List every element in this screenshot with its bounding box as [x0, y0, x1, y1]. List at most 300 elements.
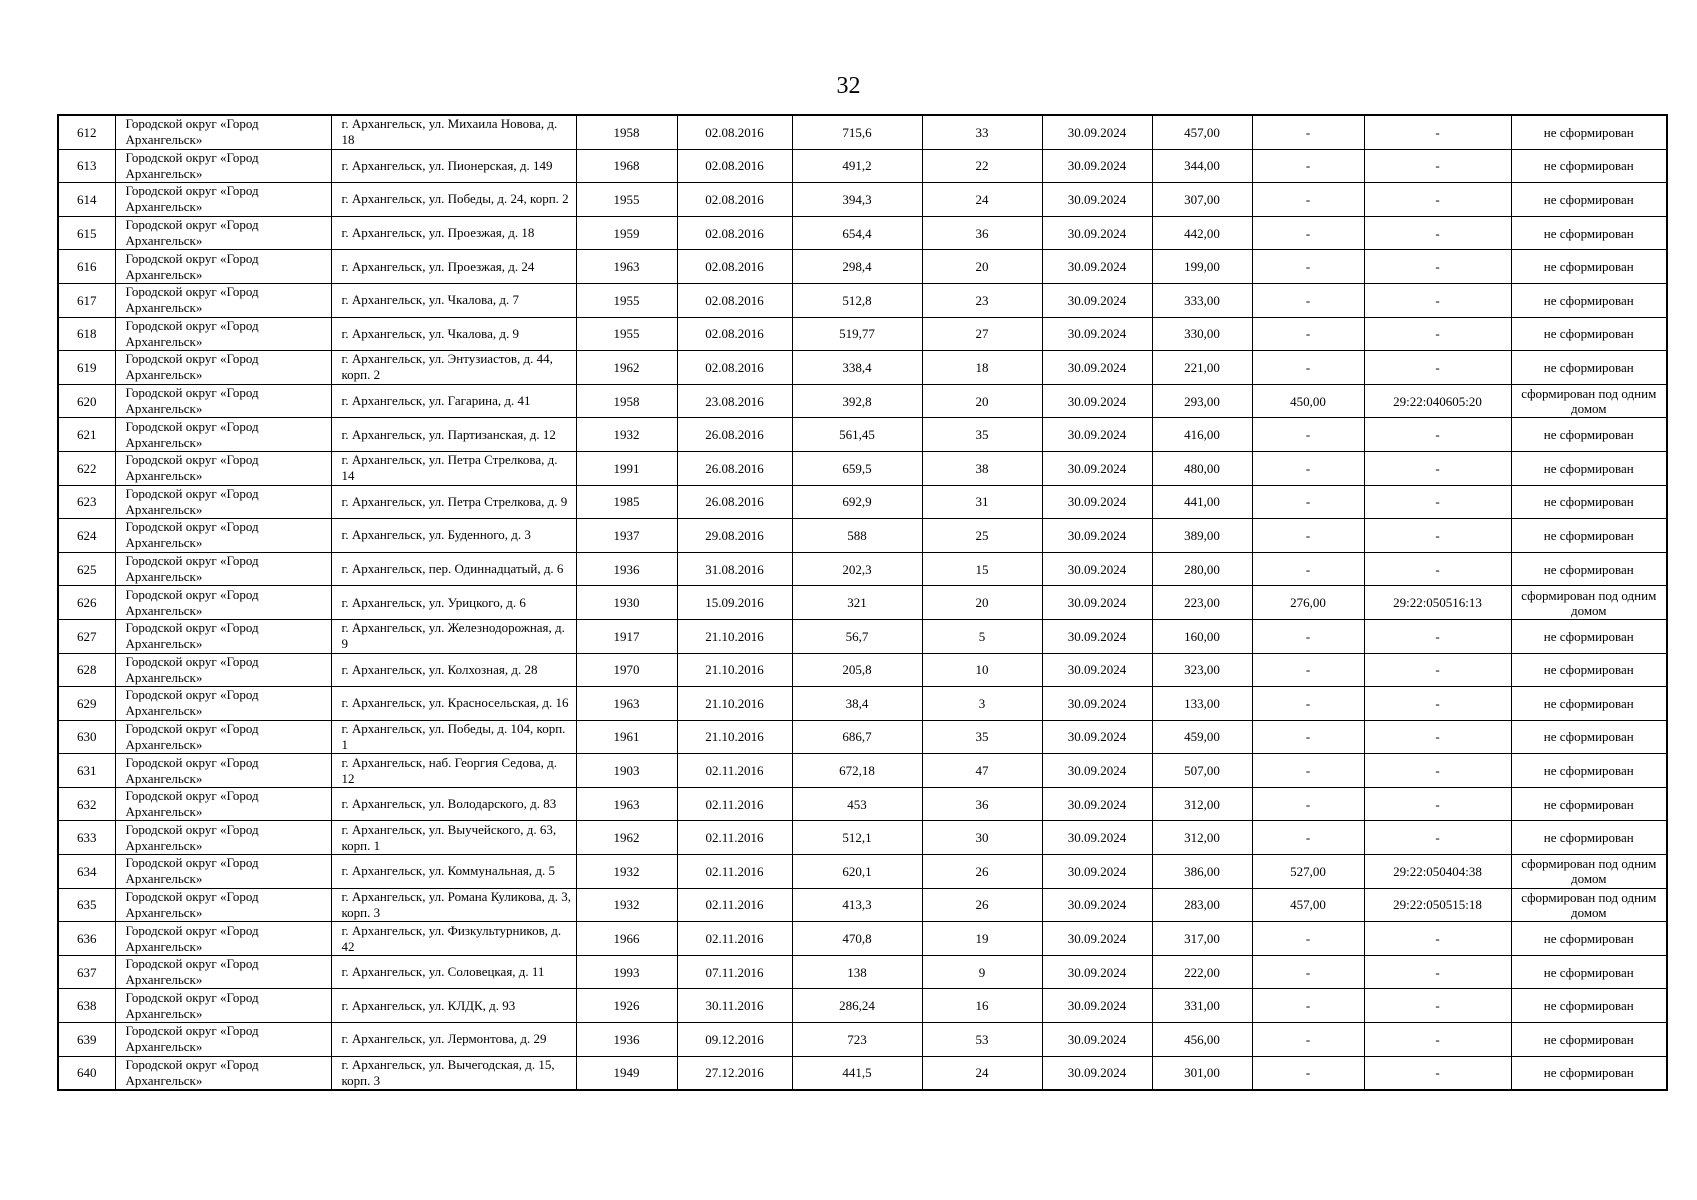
year-built-cell: 1963 — [576, 687, 677, 721]
cadastral-number-cell: - — [1364, 687, 1511, 721]
area-cell: 512,1 — [792, 821, 922, 855]
formed-land-area-cell: - — [1252, 250, 1364, 284]
row-number-cell: 629 — [58, 687, 115, 721]
area-cell: 588 — [792, 519, 922, 553]
year-built-cell: 1949 — [576, 1056, 677, 1090]
deadline-cell: 30.09.2024 — [1042, 1056, 1152, 1090]
deadline-cell: 30.09.2024 — [1042, 317, 1152, 351]
municipality-cell: Городской округ «Город Архангельск» — [115, 250, 331, 284]
land-status-cell: не сформирован — [1511, 552, 1667, 586]
land-area-cell: 307,00 — [1152, 183, 1252, 217]
land-status-cell: не сформирован — [1511, 687, 1667, 721]
row-number-cell: 617 — [58, 283, 115, 317]
cadastral-number-cell: - — [1364, 485, 1511, 519]
table-row — [58, 351, 1667, 385]
cadastral-number-cell: - — [1364, 552, 1511, 586]
land-status-cell: не сформирован — [1511, 317, 1667, 351]
land-area-cell: 280,00 — [1152, 552, 1252, 586]
formed-land-area-cell: - — [1252, 787, 1364, 821]
year-built-cell: 1963 — [576, 250, 677, 284]
address-cell: г. Архангельск, ул. Гагарина, д. 41 — [331, 384, 576, 418]
year-built-cell: 1917 — [576, 619, 677, 653]
land-status-cell: не сформирован — [1511, 283, 1667, 317]
recognition-date-cell: 30.11.2016 — [677, 989, 792, 1023]
year-built-cell: 1930 — [576, 586, 677, 620]
municipality-cell: Городской округ «Город Архангельск» — [115, 384, 331, 418]
row-number-cell: 624 — [58, 519, 115, 553]
formed-land-area-cell: - — [1252, 216, 1364, 250]
year-built-cell: 1993 — [576, 955, 677, 989]
land-status-cell: не сформирован — [1511, 216, 1667, 250]
municipality-cell: Городской округ «Город Архангельск» — [115, 351, 331, 385]
row-number-cell: 640 — [58, 1056, 115, 1090]
year-built-cell: 1963 — [576, 787, 677, 821]
municipality-cell: Городской округ «Город Архангельск» — [115, 519, 331, 553]
table-row — [58, 115, 1667, 149]
recognition-date-cell: 02.08.2016 — [677, 250, 792, 284]
row-number-cell: 626 — [58, 586, 115, 620]
table-row — [58, 418, 1667, 452]
address-cell: г. Архангельск, наб. Георгия Седова, д. 12 — [331, 754, 576, 788]
recognition-date-cell: 07.11.2016 — [677, 955, 792, 989]
table-row — [58, 250, 1667, 284]
land-status-cell: не сформирован — [1511, 922, 1667, 956]
table-row — [58, 888, 1667, 922]
deadline-cell: 30.09.2024 — [1042, 451, 1152, 485]
cadastral-number-cell: - — [1364, 955, 1511, 989]
deadline-cell: 30.09.2024 — [1042, 1023, 1152, 1057]
recognition-date-cell: 26.08.2016 — [677, 485, 792, 519]
recognition-date-cell: 09.12.2016 — [677, 1023, 792, 1057]
deadline-cell: 30.09.2024 — [1042, 787, 1152, 821]
area-cell: 338,4 — [792, 351, 922, 385]
table-row — [58, 283, 1667, 317]
formed-land-area-cell: - — [1252, 183, 1364, 217]
area-cell: 723 — [792, 1023, 922, 1057]
residents-cell: 18 — [922, 351, 1042, 385]
formed-land-area-cell: - — [1252, 619, 1364, 653]
row-number-cell: 618 — [58, 317, 115, 351]
year-built-cell: 1959 — [576, 216, 677, 250]
formed-land-area-cell: - — [1252, 485, 1364, 519]
table-row — [58, 183, 1667, 217]
year-built-cell: 1970 — [576, 653, 677, 687]
area-cell: 321 — [792, 586, 922, 620]
formed-land-area-cell: - — [1252, 519, 1364, 553]
residents-cell: 24 — [922, 183, 1042, 217]
municipality-cell: Городской округ «Город Архангельск» — [115, 485, 331, 519]
table-row — [58, 384, 1667, 418]
recognition-date-cell: 21.10.2016 — [677, 687, 792, 721]
recognition-date-cell: 15.09.2016 — [677, 586, 792, 620]
formed-land-area-cell: - — [1252, 418, 1364, 452]
municipality-cell: Городской округ «Город Архангельск» — [115, 888, 331, 922]
row-number-cell: 632 — [58, 787, 115, 821]
formed-land-area-cell: - — [1252, 283, 1364, 317]
recognition-date-cell: 02.08.2016 — [677, 283, 792, 317]
land-area-cell: 317,00 — [1152, 922, 1252, 956]
area-cell: 38,4 — [792, 687, 922, 721]
address-cell: г. Архангельск, ул. Коммунальная, д. 5 — [331, 855, 576, 889]
recognition-date-cell: 26.08.2016 — [677, 451, 792, 485]
formed-land-area-cell: - — [1252, 1056, 1364, 1090]
address-cell: г. Архангельск, ул. Проезжая, д. 18 — [331, 216, 576, 250]
address-cell: г. Архангельск, ул. Романа Куликова, д. 3, корп. 3 — [331, 888, 576, 922]
recognition-date-cell: 29.08.2016 — [677, 519, 792, 553]
recognition-date-cell: 02.11.2016 — [677, 855, 792, 889]
land-area-cell: 293,00 — [1152, 384, 1252, 418]
year-built-cell: 1932 — [576, 888, 677, 922]
row-number-cell: 620 — [58, 384, 115, 418]
municipality-cell: Городской округ «Город Архангельск» — [115, 653, 331, 687]
deadline-cell: 30.09.2024 — [1042, 586, 1152, 620]
land-status-cell: не сформирован — [1511, 787, 1667, 821]
deadline-cell: 30.09.2024 — [1042, 922, 1152, 956]
cadastral-number-cell: - — [1364, 149, 1511, 183]
cadastral-number-cell: 29:22:040605:20 — [1364, 384, 1511, 418]
municipality-cell: Городской округ «Город Архангельск» — [115, 1056, 331, 1090]
cadastral-number-cell: 29:22:050516:13 — [1364, 586, 1511, 620]
recognition-date-cell: 02.11.2016 — [677, 754, 792, 788]
deadline-cell: 30.09.2024 — [1042, 821, 1152, 855]
address-cell: г. Архангельск, ул. Лермонтова, д. 29 — [331, 1023, 576, 1057]
land-area-cell: 480,00 — [1152, 451, 1252, 485]
address-cell: г. Архангельск, ул. Пионерская, д. 149 — [331, 149, 576, 183]
land-area-cell: 221,00 — [1152, 351, 1252, 385]
area-cell: 512,8 — [792, 283, 922, 317]
row-number-cell: 637 — [58, 955, 115, 989]
formed-land-area-cell: 450,00 — [1252, 384, 1364, 418]
land-area-cell: 223,00 — [1152, 586, 1252, 620]
residents-cell: 53 — [922, 1023, 1042, 1057]
municipality-cell: Городской округ «Город Архангельск» — [115, 922, 331, 956]
deadline-cell: 30.09.2024 — [1042, 989, 1152, 1023]
deadline-cell: 30.09.2024 — [1042, 149, 1152, 183]
land-area-cell: 312,00 — [1152, 787, 1252, 821]
residents-cell: 19 — [922, 922, 1042, 956]
year-built-cell: 1937 — [576, 519, 677, 553]
address-cell: г. Архангельск, ул. Выучейского, д. 63, корп. 1 — [331, 821, 576, 855]
row-number-cell: 622 — [58, 451, 115, 485]
recognition-date-cell: 02.08.2016 — [677, 351, 792, 385]
area-cell: 413,3 — [792, 888, 922, 922]
page-number: 32 — [836, 73, 861, 99]
deadline-cell: 30.09.2024 — [1042, 888, 1152, 922]
address-cell: г. Архангельск, ул. Железнодорожная, д. 9 — [331, 619, 576, 653]
address-cell: г. Архангельск, ул. Чкалова, д. 7 — [331, 283, 576, 317]
address-cell: г. Архангельск, ул. Чкалова, д. 9 — [331, 317, 576, 351]
recognition-date-cell: 02.08.2016 — [677, 317, 792, 351]
land-status-cell: не сформирован — [1511, 653, 1667, 687]
land-area-cell: 442,00 — [1152, 216, 1252, 250]
area-cell: 205,8 — [792, 653, 922, 687]
residents-cell: 20 — [922, 250, 1042, 284]
area-cell: 686,7 — [792, 720, 922, 754]
table-row — [58, 552, 1667, 586]
recognition-date-cell: 21.10.2016 — [677, 619, 792, 653]
row-number-cell: 623 — [58, 485, 115, 519]
formed-land-area-cell: 276,00 — [1252, 586, 1364, 620]
area-cell: 470,8 — [792, 922, 922, 956]
area-cell: 56,7 — [792, 619, 922, 653]
deadline-cell: 30.09.2024 — [1042, 619, 1152, 653]
table-row — [58, 1056, 1667, 1090]
row-number-cell: 614 — [58, 183, 115, 217]
residents-cell: 22 — [922, 149, 1042, 183]
area-cell: 202,3 — [792, 552, 922, 586]
row-number-cell: 635 — [58, 888, 115, 922]
land-status-cell: не сформирован — [1511, 183, 1667, 217]
address-cell: г. Архангельск, ул. Соловецкая, д. 11 — [331, 955, 576, 989]
municipality-cell: Городской округ «Город Архангельск» — [115, 821, 331, 855]
residents-cell: 36 — [922, 787, 1042, 821]
land-status-cell: не сформирован — [1511, 115, 1667, 149]
land-status-cell: не сформирован — [1511, 451, 1667, 485]
land-status-cell: не сформирован — [1511, 485, 1667, 519]
cadastral-number-cell: - — [1364, 351, 1511, 385]
row-number-cell: 621 — [58, 418, 115, 452]
year-built-cell: 1962 — [576, 821, 677, 855]
formed-land-area-cell: 457,00 — [1252, 888, 1364, 922]
address-cell: г. Архангельск, ул. Буденного, д. 3 — [331, 519, 576, 553]
address-cell: г. Архангельск, ул. Вычегодская, д. 15, корп. 3 — [331, 1056, 576, 1090]
cadastral-number-cell: - — [1364, 283, 1511, 317]
land-area-cell: 133,00 — [1152, 687, 1252, 721]
cadastral-number-cell: 29:22:050404:38 — [1364, 855, 1511, 889]
table-row — [58, 955, 1667, 989]
row-number-cell: 612 — [58, 115, 115, 149]
municipality-cell: Городской округ «Город Архангельск» — [115, 619, 331, 653]
municipality-cell: Городской округ «Город Архангельск» — [115, 787, 331, 821]
residents-cell: 27 — [922, 317, 1042, 351]
cadastral-number-cell: - — [1364, 451, 1511, 485]
cadastral-number-cell: - — [1364, 1056, 1511, 1090]
table-row — [58, 687, 1667, 721]
recognition-date-cell: 02.08.2016 — [677, 183, 792, 217]
deadline-cell: 30.09.2024 — [1042, 720, 1152, 754]
area-cell: 453 — [792, 787, 922, 821]
cadastral-number-cell: - — [1364, 317, 1511, 351]
row-number-cell: 630 — [58, 720, 115, 754]
area-cell: 620,1 — [792, 855, 922, 889]
formed-land-area-cell: - — [1252, 149, 1364, 183]
deadline-cell: 30.09.2024 — [1042, 216, 1152, 250]
year-built-cell: 1968 — [576, 149, 677, 183]
formed-land-area-cell: - — [1252, 351, 1364, 385]
residents-cell: 26 — [922, 888, 1042, 922]
residents-cell: 35 — [922, 720, 1042, 754]
land-area-cell: 344,00 — [1152, 149, 1252, 183]
municipality-cell: Городской округ «Город Архангельск» — [115, 720, 331, 754]
year-built-cell: 1932 — [576, 855, 677, 889]
residents-cell: 23 — [922, 283, 1042, 317]
area-cell: 715,6 — [792, 115, 922, 149]
land-status-cell: не сформирован — [1511, 955, 1667, 989]
deadline-cell: 30.09.2024 — [1042, 384, 1152, 418]
deadline-cell: 30.09.2024 — [1042, 955, 1152, 989]
table-row — [58, 317, 1667, 351]
land-area-cell: 333,00 — [1152, 283, 1252, 317]
table-row — [58, 149, 1667, 183]
address-cell: г. Архангельск, ул. Красносельская, д. 16 — [331, 687, 576, 721]
table-body — [58, 115, 1667, 1090]
year-built-cell: 1991 — [576, 451, 677, 485]
cadastral-number-cell: - — [1364, 720, 1511, 754]
residents-cell: 5 — [922, 619, 1042, 653]
land-status-cell: не сформирован — [1511, 418, 1667, 452]
formed-land-area-cell: - — [1252, 821, 1364, 855]
municipality-cell: Городской округ «Город Архангельск» — [115, 687, 331, 721]
address-cell: г. Архангельск, ул. Физкультурников, д. 42 — [331, 922, 576, 956]
land-area-cell: 416,00 — [1152, 418, 1252, 452]
land-area-cell: 386,00 — [1152, 855, 1252, 889]
land-area-cell: 330,00 — [1152, 317, 1252, 351]
table-row — [58, 754, 1667, 788]
area-cell: 519,77 — [792, 317, 922, 351]
land-status-cell: не сформирован — [1511, 619, 1667, 653]
address-cell: г. Архангельск, ул. Петра Стрелкова, д. 9 — [331, 485, 576, 519]
recognition-date-cell: 27.12.2016 — [677, 1056, 792, 1090]
area-cell: 392,8 — [792, 384, 922, 418]
cadastral-number-cell: - — [1364, 787, 1511, 821]
residents-cell: 38 — [922, 451, 1042, 485]
row-number-cell: 628 — [58, 653, 115, 687]
land-area-cell: 323,00 — [1152, 653, 1252, 687]
municipality-cell: Городской округ «Город Архангельск» — [115, 955, 331, 989]
residents-cell: 20 — [922, 384, 1042, 418]
table-row — [58, 989, 1667, 1023]
residents-cell: 20 — [922, 586, 1042, 620]
residents-cell: 24 — [922, 1056, 1042, 1090]
municipality-cell: Городской округ «Город Архангельск» — [115, 418, 331, 452]
address-cell: г. Архангельск, ул. Колхозная, д. 28 — [331, 653, 576, 687]
land-status-cell: не сформирован — [1511, 754, 1667, 788]
deadline-cell: 30.09.2024 — [1042, 115, 1152, 149]
land-area-cell: 389,00 — [1152, 519, 1252, 553]
deadline-cell: 30.09.2024 — [1042, 183, 1152, 217]
row-number-cell: 631 — [58, 754, 115, 788]
year-built-cell: 1985 — [576, 485, 677, 519]
table-row — [58, 855, 1667, 889]
residents-cell: 31 — [922, 485, 1042, 519]
residents-cell: 15 — [922, 552, 1042, 586]
residents-cell: 26 — [922, 855, 1042, 889]
formed-land-area-cell: - — [1252, 720, 1364, 754]
residents-cell: 30 — [922, 821, 1042, 855]
cadastral-number-cell: - — [1364, 250, 1511, 284]
row-number-cell: 625 — [58, 552, 115, 586]
area-cell: 441,5 — [792, 1056, 922, 1090]
row-number-cell: 615 — [58, 216, 115, 250]
municipality-cell: Городской округ «Город Архангельск» — [115, 115, 331, 149]
deadline-cell: 30.09.2024 — [1042, 485, 1152, 519]
land-status-cell: не сформирован — [1511, 519, 1667, 553]
recognition-date-cell: 21.10.2016 — [677, 720, 792, 754]
housing-register-table — [57, 114, 1668, 1091]
year-built-cell: 1936 — [576, 552, 677, 586]
address-cell: г. Архангельск, ул. Энтузиастов, д. 44, корп. 2 — [331, 351, 576, 385]
municipality-cell: Городской округ «Город Архангельск» — [115, 989, 331, 1023]
land-status-cell: не сформирован — [1511, 351, 1667, 385]
land-area-cell: 199,00 — [1152, 250, 1252, 284]
address-cell: г. Архангельск, ул. Володарского, д. 83 — [331, 787, 576, 821]
area-cell: 491,2 — [792, 149, 922, 183]
year-built-cell: 1926 — [576, 989, 677, 1023]
formed-land-area-cell: - — [1252, 115, 1364, 149]
year-built-cell: 1962 — [576, 351, 677, 385]
deadline-cell: 30.09.2024 — [1042, 351, 1152, 385]
address-cell: г. Архангельск, ул. КЛДК, д. 93 — [331, 989, 576, 1023]
residents-cell: 9 — [922, 955, 1042, 989]
formed-land-area-cell: - — [1252, 451, 1364, 485]
cadastral-number-cell: - — [1364, 418, 1511, 452]
recognition-date-cell: 02.11.2016 — [677, 922, 792, 956]
area-cell: 692,9 — [792, 485, 922, 519]
cadastral-number-cell: - — [1364, 922, 1511, 956]
recognition-date-cell: 21.10.2016 — [677, 653, 792, 687]
recognition-date-cell: 02.08.2016 — [677, 115, 792, 149]
table-row — [58, 451, 1667, 485]
cadastral-number-cell: - — [1364, 519, 1511, 553]
municipality-cell: Городской округ «Город Архангельск» — [115, 754, 331, 788]
area-cell: 672,18 — [792, 754, 922, 788]
area-cell: 298,4 — [792, 250, 922, 284]
land-status-cell: не сформирован — [1511, 1056, 1667, 1090]
land-area-cell: 441,00 — [1152, 485, 1252, 519]
area-cell: 286,24 — [792, 989, 922, 1023]
deadline-cell: 30.09.2024 — [1042, 283, 1152, 317]
cadastral-number-cell: - — [1364, 653, 1511, 687]
cadastral-number-cell: - — [1364, 183, 1511, 217]
cadastral-number-cell: - — [1364, 1023, 1511, 1057]
land-area-cell: 457,00 — [1152, 115, 1252, 149]
recognition-date-cell: 02.11.2016 — [677, 821, 792, 855]
land-status-cell: не сформирован — [1511, 1023, 1667, 1057]
year-built-cell: 1955 — [576, 283, 677, 317]
address-cell: г. Архангельск, пер. Одиннадцатый, д. 6 — [331, 552, 576, 586]
land-area-cell: 222,00 — [1152, 955, 1252, 989]
municipality-cell: Городской округ «Город Архангельск» — [115, 451, 331, 485]
area-cell: 138 — [792, 955, 922, 989]
area-cell: 561,45 — [792, 418, 922, 452]
formed-land-area-cell: - — [1252, 653, 1364, 687]
recognition-date-cell: 26.08.2016 — [677, 418, 792, 452]
municipality-cell: Городской округ «Город Архангельск» — [115, 149, 331, 183]
formed-land-area-cell: - — [1252, 552, 1364, 586]
table-row — [58, 821, 1667, 855]
row-number-cell: 634 — [58, 855, 115, 889]
formed-land-area-cell: - — [1252, 922, 1364, 956]
land-area-cell: 160,00 — [1152, 619, 1252, 653]
municipality-cell: Городской округ «Город Архангельск» — [115, 586, 331, 620]
recognition-date-cell: 02.08.2016 — [677, 149, 792, 183]
land-status-cell: не сформирован — [1511, 989, 1667, 1023]
address-cell: г. Архангельск, ул. Петра Стрелкова, д. 14 — [331, 451, 576, 485]
address-cell: г. Архангельск, ул. Проезжая, д. 24 — [331, 250, 576, 284]
year-built-cell: 1961 — [576, 720, 677, 754]
year-built-cell: 1958 — [576, 384, 677, 418]
address-cell: г. Архангельск, ул. Михаила Новова, д. 18 — [331, 115, 576, 149]
land-area-cell: 507,00 — [1152, 754, 1252, 788]
table-row — [58, 485, 1667, 519]
land-status-cell: не сформирован — [1511, 821, 1667, 855]
land-area-cell: 283,00 — [1152, 888, 1252, 922]
row-number-cell: 619 — [58, 351, 115, 385]
deadline-cell: 30.09.2024 — [1042, 653, 1152, 687]
deadline-cell: 30.09.2024 — [1042, 687, 1152, 721]
address-cell: г. Архангельск, ул. Урицкого, д. 6 — [331, 586, 576, 620]
year-built-cell: 1955 — [576, 317, 677, 351]
